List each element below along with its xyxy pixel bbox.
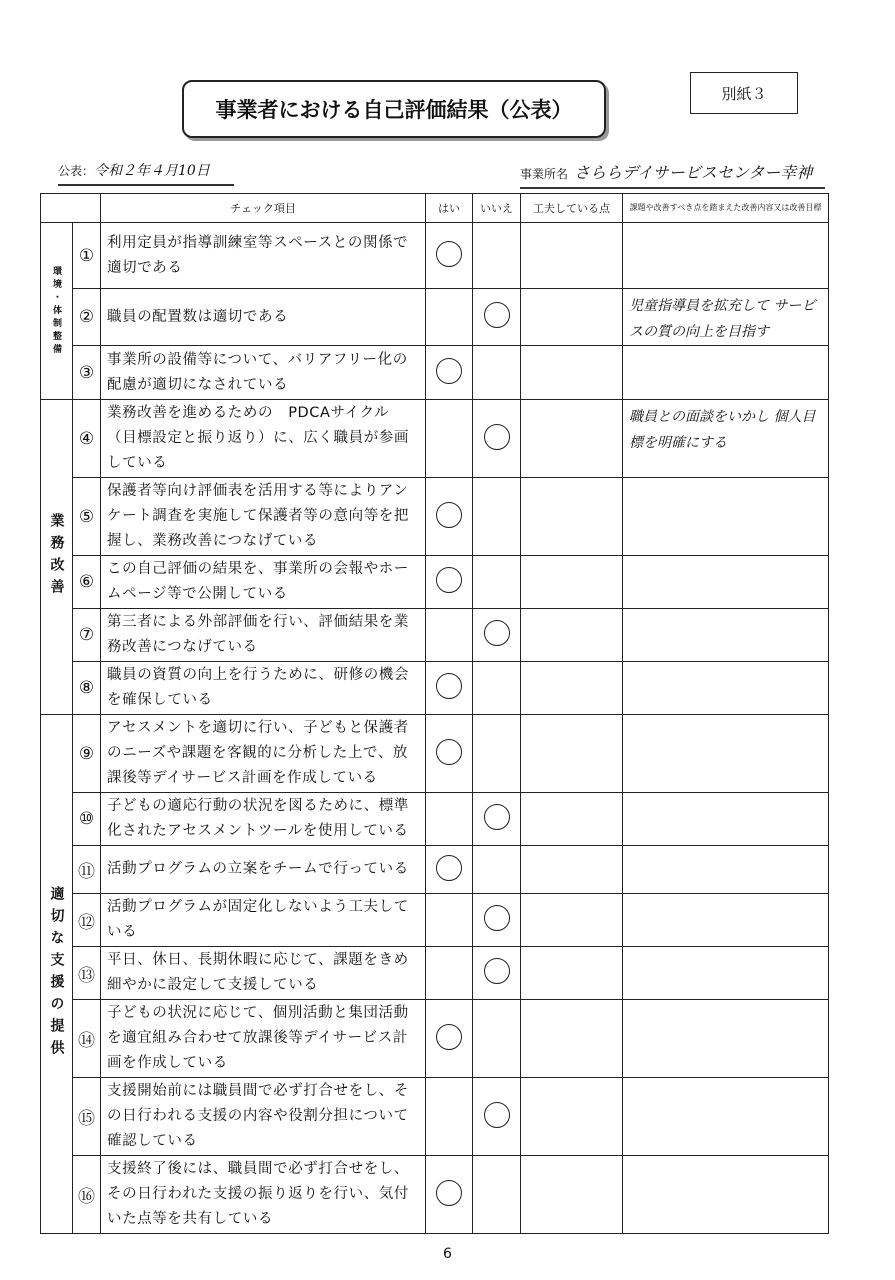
circle-mark-icon — [484, 620, 510, 646]
answer-no-cell — [473, 1156, 521, 1234]
table-row — [41, 1156, 829, 1234]
answer-yes-cell — [426, 662, 473, 715]
tips-cell — [521, 662, 623, 715]
tips-cell — [521, 846, 623, 894]
circle-mark-icon — [484, 1102, 510, 1128]
header-item: チェック項目 — [101, 194, 426, 223]
item-number: ⑭ — [73, 1000, 101, 1078]
item-text: 平日、休日、長期休暇に応じて、課題をきめ細やかに設定して支援している — [101, 947, 426, 1000]
item-text: 保護者等向け評価表を活用する等によりアンケート調査を実施して保護者等の意向等を把握し、業務改善につなげている — [101, 478, 426, 556]
table-row — [41, 793, 829, 846]
annex-label: 別紙３ — [690, 72, 798, 114]
category-label: 環境・体制整備 — [41, 223, 73, 400]
table-row — [41, 223, 829, 289]
checklist-table — [40, 193, 829, 1234]
circle-mark-icon — [484, 424, 510, 450]
tips-cell — [521, 478, 623, 556]
circle-mark-icon — [436, 739, 462, 765]
improvement-note — [623, 662, 829, 715]
item-number: ⑨ — [73, 715, 101, 793]
item-text: アセスメントを適切に行い、子どもと保護者のニーズや課題を客観的に分析した上で、放課後等デイサービス計画を作成している — [101, 715, 426, 793]
office-name-value: さららデイサービスセンター幸神 — [574, 163, 813, 182]
circle-mark-icon — [484, 958, 510, 984]
tips-cell — [521, 894, 623, 947]
header-improve: 課題や改善すべき点を踏まえた改善内容又は改善目標 — [623, 194, 829, 223]
answer-no-cell — [473, 609, 521, 662]
circle-mark-icon — [436, 502, 462, 528]
table-row — [41, 947, 829, 1000]
item-number: ⑥ — [73, 556, 101, 609]
answer-no-cell — [473, 400, 521, 478]
tips-cell — [521, 1156, 623, 1234]
table-row — [41, 478, 829, 556]
circle-mark-icon — [484, 905, 510, 931]
item-number: ⑫ — [73, 894, 101, 947]
circle-mark-icon — [484, 302, 510, 328]
answer-yes-cell — [426, 793, 473, 846]
item-number: ② — [73, 289, 101, 346]
circle-mark-icon — [484, 804, 510, 830]
item-number: ③ — [73, 346, 101, 400]
answer-no-cell — [473, 846, 521, 894]
answer-yes-cell — [426, 478, 473, 556]
improvement-note — [623, 793, 829, 846]
publication-date-value: 令和２年４月10日 — [94, 163, 210, 179]
item-text: 活動プログラムが固定化しないよう工夫している — [101, 894, 426, 947]
table-row — [41, 289, 829, 346]
answer-yes-cell — [426, 1078, 473, 1156]
item-number: ⑯ — [73, 1156, 101, 1234]
item-text: 子どもの適応行動の状況を図るために、標準化されたアセスメントツールを使用している — [101, 793, 426, 846]
office-label: 事業所名 — [520, 167, 569, 181]
item-number: ⑩ — [73, 793, 101, 846]
office-name — [520, 160, 825, 189]
answer-yes-cell — [426, 947, 473, 1000]
answer-no-cell — [473, 662, 521, 715]
item-text: 第三者による外部評価を行い、評価結果を業務改善につなげている — [101, 609, 426, 662]
item-number: ① — [73, 223, 101, 289]
improvement-note — [623, 223, 829, 289]
table-header — [41, 194, 829, 223]
tips-cell — [521, 1000, 623, 1078]
improvement-note — [623, 715, 829, 793]
item-number: ⑪ — [73, 846, 101, 894]
answer-yes-cell — [426, 346, 473, 400]
circle-mark-icon — [436, 1024, 462, 1050]
table-row — [41, 346, 829, 400]
table-row — [41, 609, 829, 662]
category-label: 適切な支援の提供 — [41, 715, 73, 1234]
tips-cell — [521, 223, 623, 289]
tips-cell — [521, 289, 623, 346]
improvement-note: 児童指導員を拡充して サービスの質の向上を目指す — [623, 289, 829, 346]
answer-yes-cell — [426, 894, 473, 947]
answer-yes-cell — [426, 846, 473, 894]
item-text: 職員の資質の向上を行うために、研修の機会を確保している — [101, 662, 426, 715]
publication-label: 公表： — [58, 164, 95, 178]
improvement-note — [623, 556, 829, 609]
tips-cell — [521, 947, 623, 1000]
header-yes: はい — [426, 194, 473, 223]
circle-mark-icon — [436, 1180, 462, 1206]
table-row — [41, 1078, 829, 1156]
improvement-note — [623, 1000, 829, 1078]
category-label: 業務改善 — [41, 400, 73, 715]
answer-yes-cell — [426, 556, 473, 609]
tips-cell — [521, 609, 623, 662]
table-row — [41, 894, 829, 947]
item-number: ⑮ — [73, 1078, 101, 1156]
item-number: ⑦ — [73, 609, 101, 662]
answer-yes-cell — [426, 289, 473, 346]
item-text: 子どもの状況に応じて、個別活動と集団活動を適宜組み合わせて放課後等デイサービス計画を作成している — [101, 1000, 426, 1078]
circle-mark-icon — [436, 358, 462, 384]
tips-cell — [521, 400, 623, 478]
table-row — [41, 846, 829, 894]
circle-mark-icon — [436, 855, 462, 881]
answer-no-cell — [473, 894, 521, 947]
answer-no-cell — [473, 793, 521, 846]
item-text: 事業所の設備等について、バリアフリー化の配慮が適切になされている — [101, 346, 426, 400]
improvement-note — [623, 346, 829, 400]
improvement-note — [623, 1156, 829, 1234]
answer-no-cell — [473, 715, 521, 793]
item-text: 業務改善を進めるための PDCAサイクル（目標設定と振り返り）に、広く職員が参画している — [101, 400, 426, 478]
table-row — [41, 556, 829, 609]
answer-no-cell — [473, 1078, 521, 1156]
tips-cell — [521, 346, 623, 400]
answer-no-cell — [473, 556, 521, 609]
answer-no-cell — [473, 947, 521, 1000]
answer-no-cell — [473, 223, 521, 289]
item-text: 支援終了後には、職員間で必ず打合せをし、その日行われた支援の振り返りを行い、気付いた点等を共有している — [101, 1156, 426, 1234]
improvement-note — [623, 1078, 829, 1156]
answer-yes-cell — [426, 715, 473, 793]
table-row — [41, 400, 829, 478]
answer-no-cell — [473, 478, 521, 556]
item-text: 利用定員が指導訓練室等スペースとの関係で適切である — [101, 223, 426, 289]
item-number: ⑤ — [73, 478, 101, 556]
answer-yes-cell — [426, 1000, 473, 1078]
item-text: 職員の配置数は適切である — [101, 289, 426, 346]
item-number: ⑬ — [73, 947, 101, 1000]
answer-no-cell — [473, 289, 521, 346]
improvement-note — [623, 894, 829, 947]
item-text: 活動プログラムの立案をチームで行っている — [101, 846, 426, 894]
improvement-note — [623, 609, 829, 662]
improvement-note: 職員との面談をいかし 個人目標を明確にする — [623, 400, 829, 478]
circle-mark-icon — [436, 241, 462, 267]
answer-yes-cell — [426, 400, 473, 478]
item-text: この自己評価の結果を、事業所の会報やホームページ等で公開している — [101, 556, 426, 609]
table-row — [41, 1000, 829, 1078]
improvement-note — [623, 947, 829, 1000]
item-number: ⑧ — [73, 662, 101, 715]
tips-cell — [521, 715, 623, 793]
item-number: ④ — [73, 400, 101, 478]
document-title: 事業者における自己評価結果（公表） — [182, 80, 606, 138]
improvement-note — [623, 478, 829, 556]
page-number: 6 — [443, 1246, 452, 1262]
header-no: いいえ — [473, 194, 521, 223]
answer-yes-cell — [426, 609, 473, 662]
header-blank — [41, 194, 101, 223]
header-tips: 工夫している点 — [521, 194, 623, 223]
publication-date — [58, 160, 234, 186]
tips-cell — [521, 556, 623, 609]
table-row — [41, 715, 829, 793]
item-text: 支援開始前には職員間で必ず打合せをし、その日行われる支援の内容や役割分担について確認している — [101, 1078, 426, 1156]
table-row — [41, 662, 829, 715]
circle-mark-icon — [436, 673, 462, 699]
answer-no-cell — [473, 1000, 521, 1078]
tips-cell — [521, 1078, 623, 1156]
answer-yes-cell — [426, 1156, 473, 1234]
answer-no-cell — [473, 346, 521, 400]
circle-mark-icon — [436, 567, 462, 593]
tips-cell — [521, 793, 623, 846]
improvement-note — [623, 846, 829, 894]
answer-yes-cell — [426, 223, 473, 289]
